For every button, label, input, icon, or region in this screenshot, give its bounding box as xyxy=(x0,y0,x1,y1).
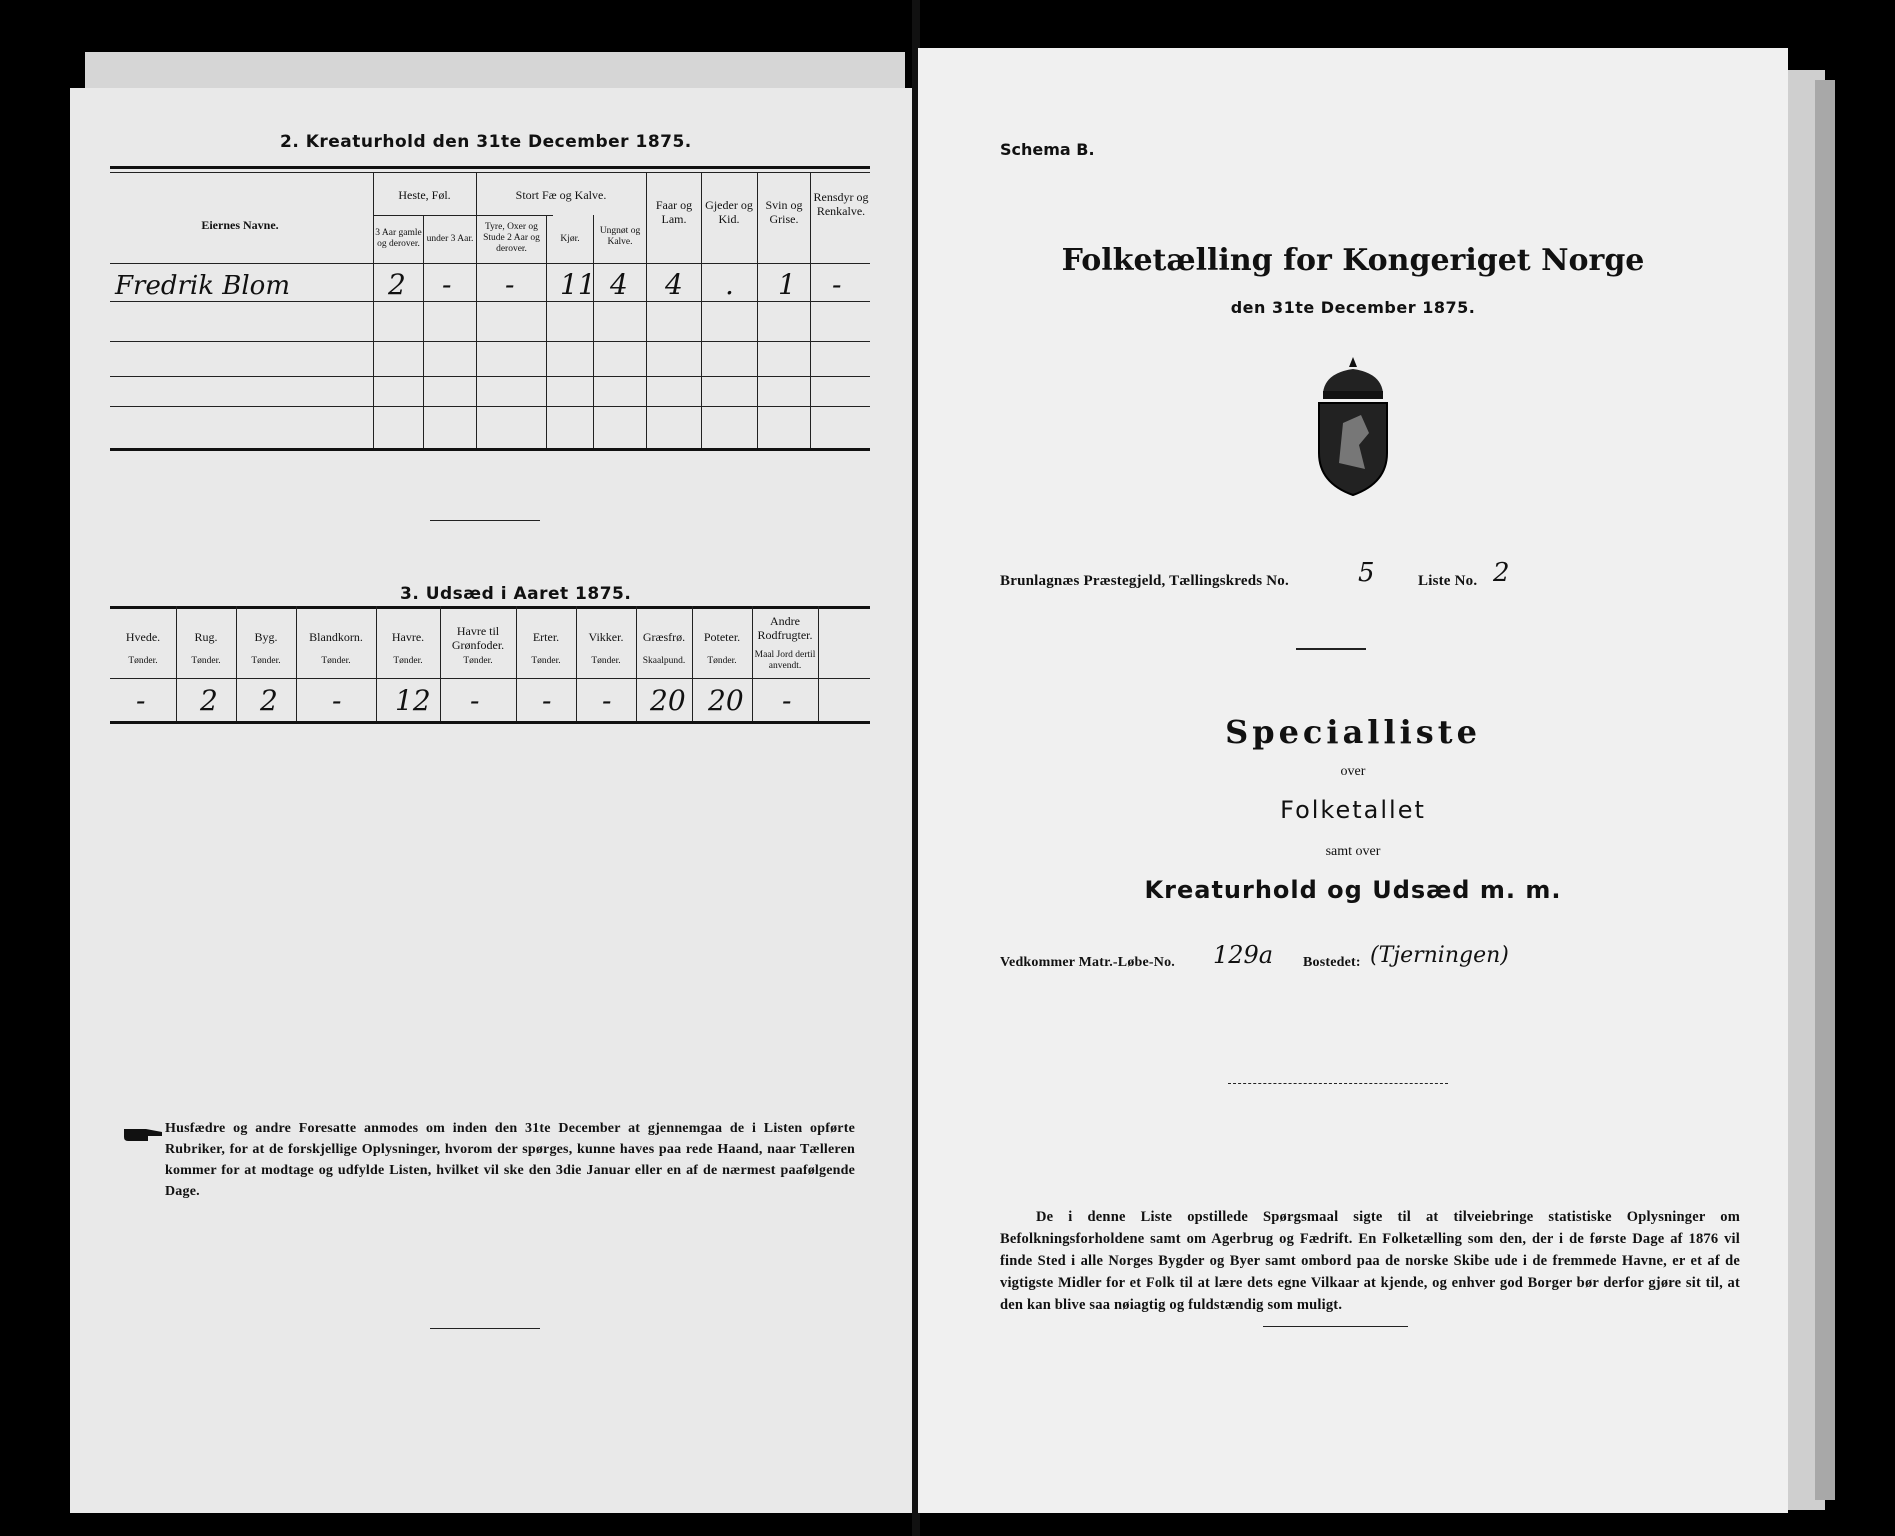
liste-no: 2 xyxy=(1493,558,1510,588)
heste-3aar-cell: 2 xyxy=(388,268,406,301)
t3-u3: Tønder. xyxy=(321,656,351,666)
stort-kjor-cell: 11 xyxy=(560,268,596,301)
bosted-value: (Tjerningen) xyxy=(1370,943,1509,968)
schema-label: Schema B. xyxy=(1000,140,1095,159)
heste-under3-cell: - xyxy=(442,268,452,301)
t3-u2: Tønder. xyxy=(251,656,281,666)
notice-text: Husfædre og andre Foresatte anmodes om inden den 31te December at gjennemgaa de i Listen opførte Rubriker, for at de forskjellige Oplysninger, hvorom der spørges, kunne haves paa rede Haand, naar Tælleren kommer for at modtage og udfylde Listen, hvilket vil ske den 3die Januar eller en af de nærmest paafølgende Dage. xyxy=(165,1121,855,1199)
t3-h9: Poteter. xyxy=(703,630,741,644)
title-date: den 31te December 1875. xyxy=(1230,298,1476,317)
short-divider xyxy=(1296,648,1366,650)
t3-u5: Tønder. xyxy=(463,656,493,666)
t3-u6: Tønder. xyxy=(531,656,561,666)
rug-cell: 2 xyxy=(200,684,218,717)
byg-cell: 2 xyxy=(260,684,278,717)
table3-top-rule xyxy=(110,606,870,609)
t3-h5: Havre til Grønfoder. xyxy=(451,624,505,652)
svin-cell: 1 xyxy=(778,268,796,301)
kreaturhold-title: Kreaturhold og Udsæd m. m. xyxy=(1144,876,1562,904)
owner-name-cell: Fredrik Blom xyxy=(115,271,290,301)
section2-title: 2. Kreaturhold den 31te December 1875. xyxy=(280,132,692,152)
col-svin-header: Svin og Grise. xyxy=(765,198,803,226)
t3-h10: Andre Rodfrugter. xyxy=(757,614,813,642)
stort-ungnot-cell: 4 xyxy=(610,268,628,301)
folketallet-title: Folketallet xyxy=(1280,796,1426,824)
col-stort-header: Stort Fæ og Kalve. xyxy=(515,188,607,202)
t3-u1: Tønder. xyxy=(191,656,221,666)
table3-column-rule xyxy=(818,606,819,721)
stort-tyre-cell: - xyxy=(505,268,515,301)
vikker-cell: - xyxy=(602,684,612,717)
hvede-cell: - xyxy=(136,684,146,717)
t3-h4: Havre. xyxy=(391,630,425,644)
samt-over-label: samt over xyxy=(1325,844,1381,859)
t3-h8: Græsfrø. xyxy=(642,630,686,644)
col-faar-header: Faar og Lam. xyxy=(655,198,693,226)
bosted-label: Bostedet: xyxy=(1303,955,1361,970)
t3-h0: Hvede. xyxy=(125,630,161,644)
sub-stort-2: Kjør. xyxy=(560,234,580,244)
matr-label: Vedkommer Matr.-Løbe-No. xyxy=(1000,955,1175,970)
t3-h2: Byg. xyxy=(254,630,278,644)
havre-cell: 12 xyxy=(395,684,431,717)
matr-no: 129a xyxy=(1213,941,1274,969)
coat-of-arms-icon xyxy=(1303,353,1403,498)
havre-gronfoder-cell: - xyxy=(470,684,480,717)
t3-u9: Tønder. xyxy=(707,656,737,666)
bottom-divider xyxy=(430,1328,540,1329)
over-label-1: over xyxy=(1340,764,1366,779)
graesfro-cell: 20 xyxy=(650,684,686,717)
dashed-divider xyxy=(1228,1083,1448,1084)
sub-heste-2: under 3 Aar. xyxy=(426,234,474,244)
t3-u7: Tønder. xyxy=(591,656,621,666)
t3-h7: Vikker. xyxy=(588,630,624,644)
col-heste-header: Heste, Føl. xyxy=(398,188,451,202)
col-gjeder-header: Gjeder og Kid. xyxy=(705,198,753,226)
gjeder-cell: . xyxy=(725,268,734,301)
t3-u8: Skaalpund. xyxy=(642,656,686,666)
t3-u10: Maal Jord dertil anvendt. xyxy=(754,650,816,671)
poteter-cell: 20 xyxy=(708,684,744,717)
t3-h3: Blandkorn. xyxy=(309,630,363,644)
location-line: Brunlagnæs Præstegjeld, Tællingskreds No. xyxy=(1000,573,1289,589)
col-rensdyr-header: Rensdyr og Renkalve. xyxy=(813,190,869,218)
t3-u4: Tønder. xyxy=(393,656,423,666)
col-owner-header: Eiernes Navne. xyxy=(201,218,279,232)
faar-cell: 4 xyxy=(665,268,683,301)
pointing-hand-icon xyxy=(122,1123,164,1145)
rensdyr-cell: - xyxy=(832,268,842,301)
divider xyxy=(430,520,540,521)
left-page xyxy=(70,88,912,1513)
kreds-no: 5 xyxy=(1358,558,1375,588)
sub-stort-3: Ungnøt og Kalve. xyxy=(599,226,641,247)
t3-h1: Rug. xyxy=(194,630,218,644)
main-title: Folketælling for Kongeriget Norge xyxy=(1061,243,1645,278)
right-page xyxy=(918,48,1788,1513)
liste-label: Liste No. xyxy=(1418,573,1478,589)
specialliste-title: Specialliste xyxy=(1225,713,1481,751)
intro-paragraph: De i denne Liste opstillede Spørgsmaal sigte til at tilveiebringe statistiske Oplysninger om Befolkningsforholdene samt om Agerbrug og Fædrift. En Folketælling som den, der i de første Dage af 1876 vil finde Sted i alle Norges Bygder og Byer samt ombord paa de norske Skibe ude i de fremmede Havne, er et af de vigtigste Midler for et Folk til at lære dets egne Vilkaar at kjende, og enhver god Borger bør derfor gjøre sit til, at den kan blive saa nøiagtig og fuldstændig som muligt. xyxy=(1000,1209,1740,1313)
section3-title: 3. Udsæd i Aaret 1875. xyxy=(400,584,632,604)
t3-u0: Tønder. xyxy=(128,656,158,666)
table2-top-rule xyxy=(110,166,870,169)
erter-cell: - xyxy=(542,684,552,717)
t3-h6: Erter. xyxy=(532,630,560,644)
blandkorn-cell: - xyxy=(332,684,342,717)
sub-heste-1: 3 Aar gamle og derover. xyxy=(375,228,422,249)
bottom-rule xyxy=(1263,1326,1408,1327)
rodfrugter-cell: - xyxy=(782,684,792,717)
sub-stort-1: Tyre, Oxer og Stude 2 Aar og derover. xyxy=(483,222,540,254)
